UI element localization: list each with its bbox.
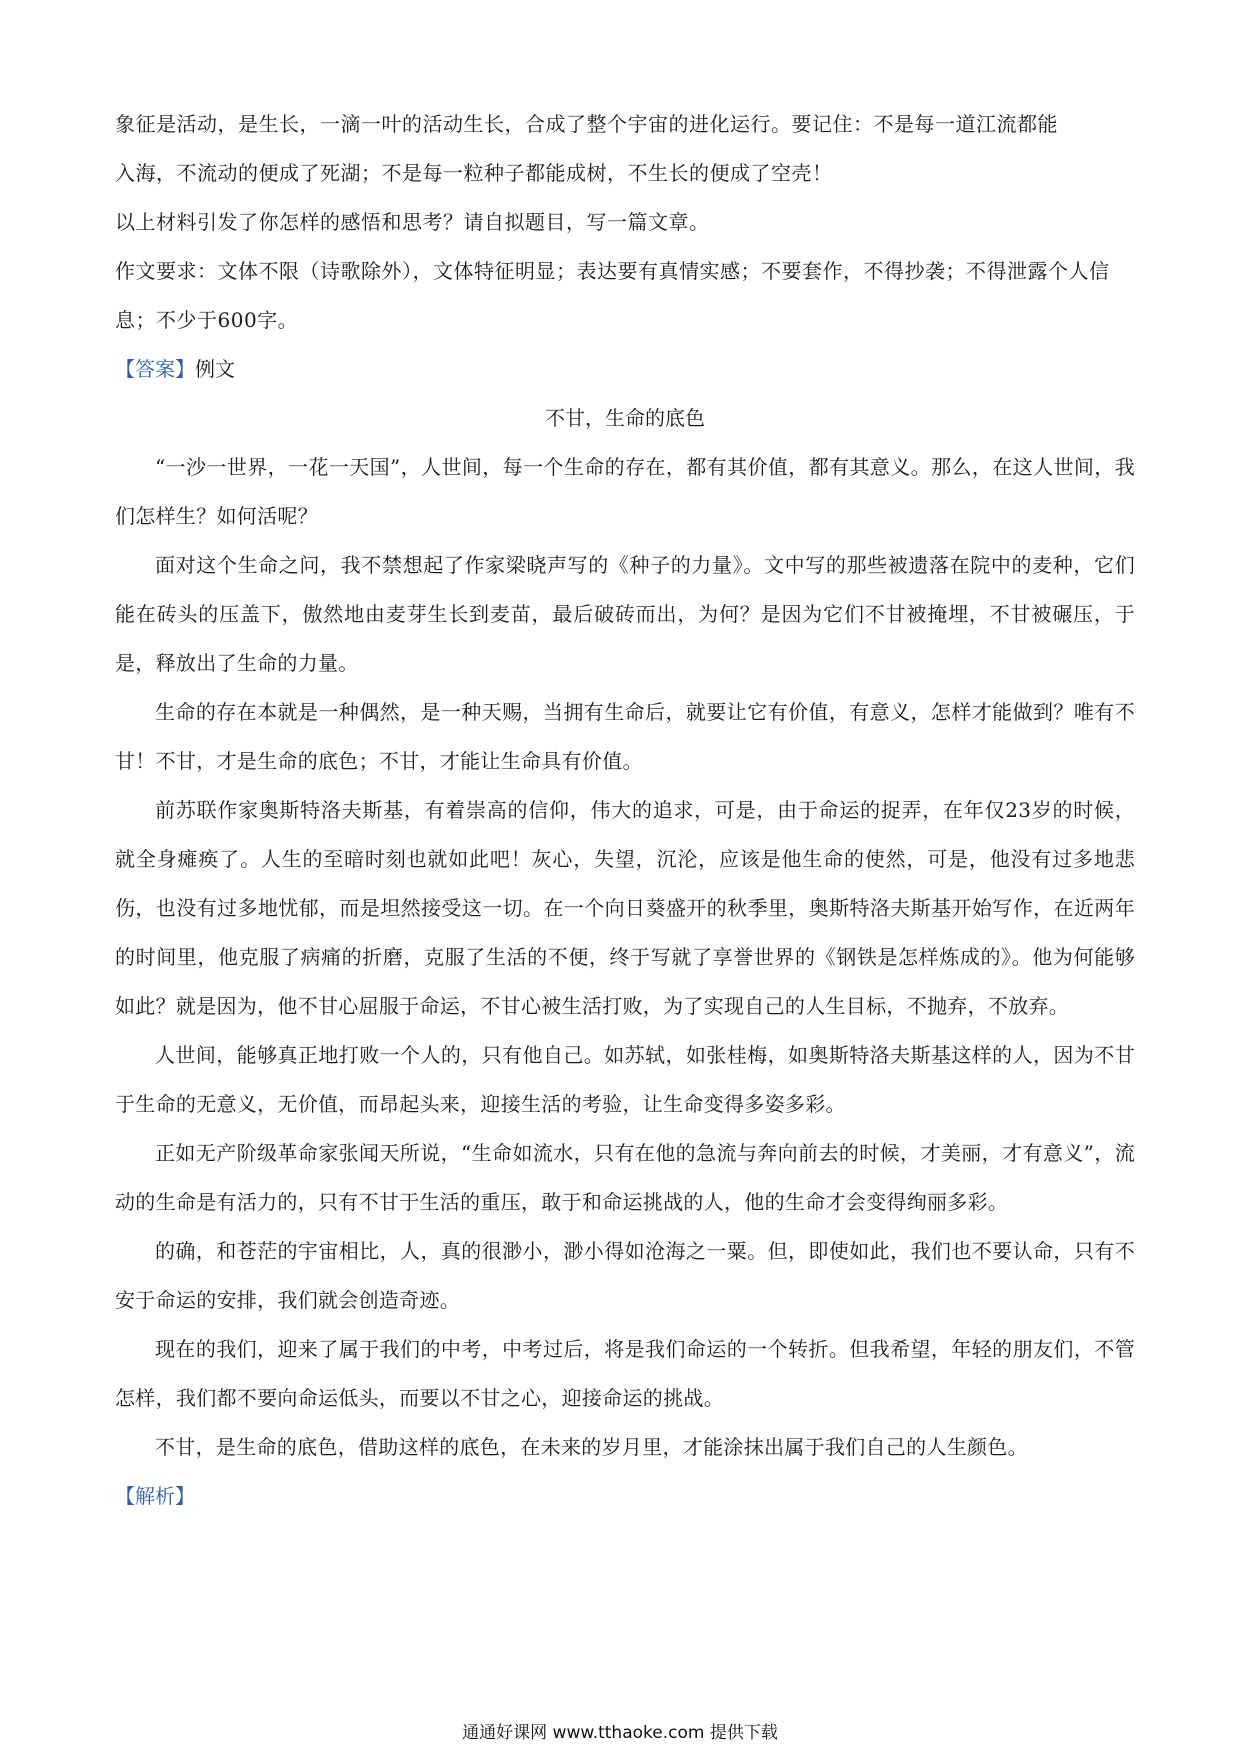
page-footer: 通通好课网 www.tthaoke.com 提供下载	[462, 1723, 778, 1743]
material-line: 入海，不流动的便成了死湖；不是每一粒种子都能成树，不生长的便成了空壳！	[115, 161, 833, 185]
essay-paragraph: 前苏联作家奥斯特洛夫斯基，有着崇高的信仰，伟大的追求，可是，由于命运的捉弄，在年仅23岁的时候，就全身瘫痪了。人生的至暗时刻也就如此吧！灰心，失望，沉沦，应该是他生命的使然，可是，他没有过多地悲伤，也没有过多地忧郁，而是坦然接受这一切。在一个向日葵盛开的秋季里，奥斯特洛夫斯基开始写作，在近两年的时间里，他克服了病痛的折磨，克服了生活的不便，终于写就了享誉世界的《钢铁是怎样炼成的》。他为何能够如此？就是因为，他不甘心屈服于命运，不甘心被生活打败，为了实现自己的人生目标，不抛弃，不放弃。	[115, 798, 1135, 1018]
analysis-label: 【解析】	[115, 1484, 195, 1508]
question-prompt: 以上材料引发了你怎样的感悟和思考？请自拟题目，写一篇文章。	[115, 210, 710, 234]
essay-paragraph: 不甘，是生命的底色，借助这样的底色，在未来的岁月里，才能涂抹出属于我们自己的人生颜色。	[155, 1435, 1028, 1459]
question-requirements: 作文要求：文体不限（诗歌除外），文体特征明显；表达要有真情实感；不要套作，不得抄袭；不得泄露个人信息；不少于600字。	[115, 259, 1110, 332]
essay-paragraph: 面对这个生命之问，我不禁想起了作家梁晓声写的《种子的力量》。文中写的那些被遗落在院中的麦种，它们能在砖头的压盖下，傲然地由麦芽生长到麦苗，最后破砖而出，为何？是因为它们不甘被掩埋，不甘被碾压，于是，释放出了生命的力量。	[115, 553, 1135, 675]
essay-paragraph: 现在的我们，迎来了属于我们的中考，中考过后，将是我们命运的一个转折。但我希望，年轻的朋友们，不管怎样，我们都不要向命运低头，而要以不甘之心，迎接命运的挑战。	[115, 1337, 1135, 1410]
analysis-heading	[115, 1472, 1135, 1521]
material-line: 象征是活动，是生长，一滴一叶的活动生长，合成了整个宇宙的进化运行。要记住：不是每一道江流都能	[115, 112, 1058, 136]
answer-label: 【答案】	[115, 357, 195, 381]
essay-body	[115, 443, 1135, 1472]
essay-paragraph: 人世间，能够真正地打败一个人的，只有他自己。如苏轼，如张桂梅，如奥斯特洛夫斯基这样的人，因为不甘于生命的无意义，无价值，而昂起头来，迎接生活的考验，让生命变得多姿多彩。	[115, 1043, 1135, 1116]
material-text	[115, 100, 1135, 198]
essay-paragraph: 的确，和苍茫的宇宙相比，人，真的很渺小，渺小得如沧海之一粟。但，即使如此，我们也不要认命，只有不安于命运的安排，我们就会创造奇迹。	[115, 1239, 1135, 1312]
essay-paragraph: “一沙一世界，一花一天国”，人世间，每一个生命的存在，都有其价值，都有其意义。那么，在这人世间，我们怎样生？如何活呢？	[115, 455, 1135, 528]
document-content	[115, 100, 1135, 1521]
question-block	[115, 198, 1135, 345]
answer-heading	[115, 345, 1135, 394]
essay-title: 不甘，生命的底色	[545, 406, 705, 430]
answer-text: 例文	[195, 357, 235, 381]
essay-paragraph: 正如无产阶级革命家张闻天所说，“生命如流水，只有在他的急流与奔向前去的时候，才美丽，才有意义”，流动的生命是有活力的，只有不甘于生活的重压，敢于和命运挑战的人，他的生命才会变得绚丽多彩。	[115, 1141, 1135, 1214]
essay-paragraph: 生命的存在本就是一种偶然，是一种天赐，当拥有生命后，就要让它有价值，有意义，怎样才能做到？唯有不甘！不甘，才是生命的底色；不甘，才能让生命具有价值。	[115, 700, 1135, 773]
